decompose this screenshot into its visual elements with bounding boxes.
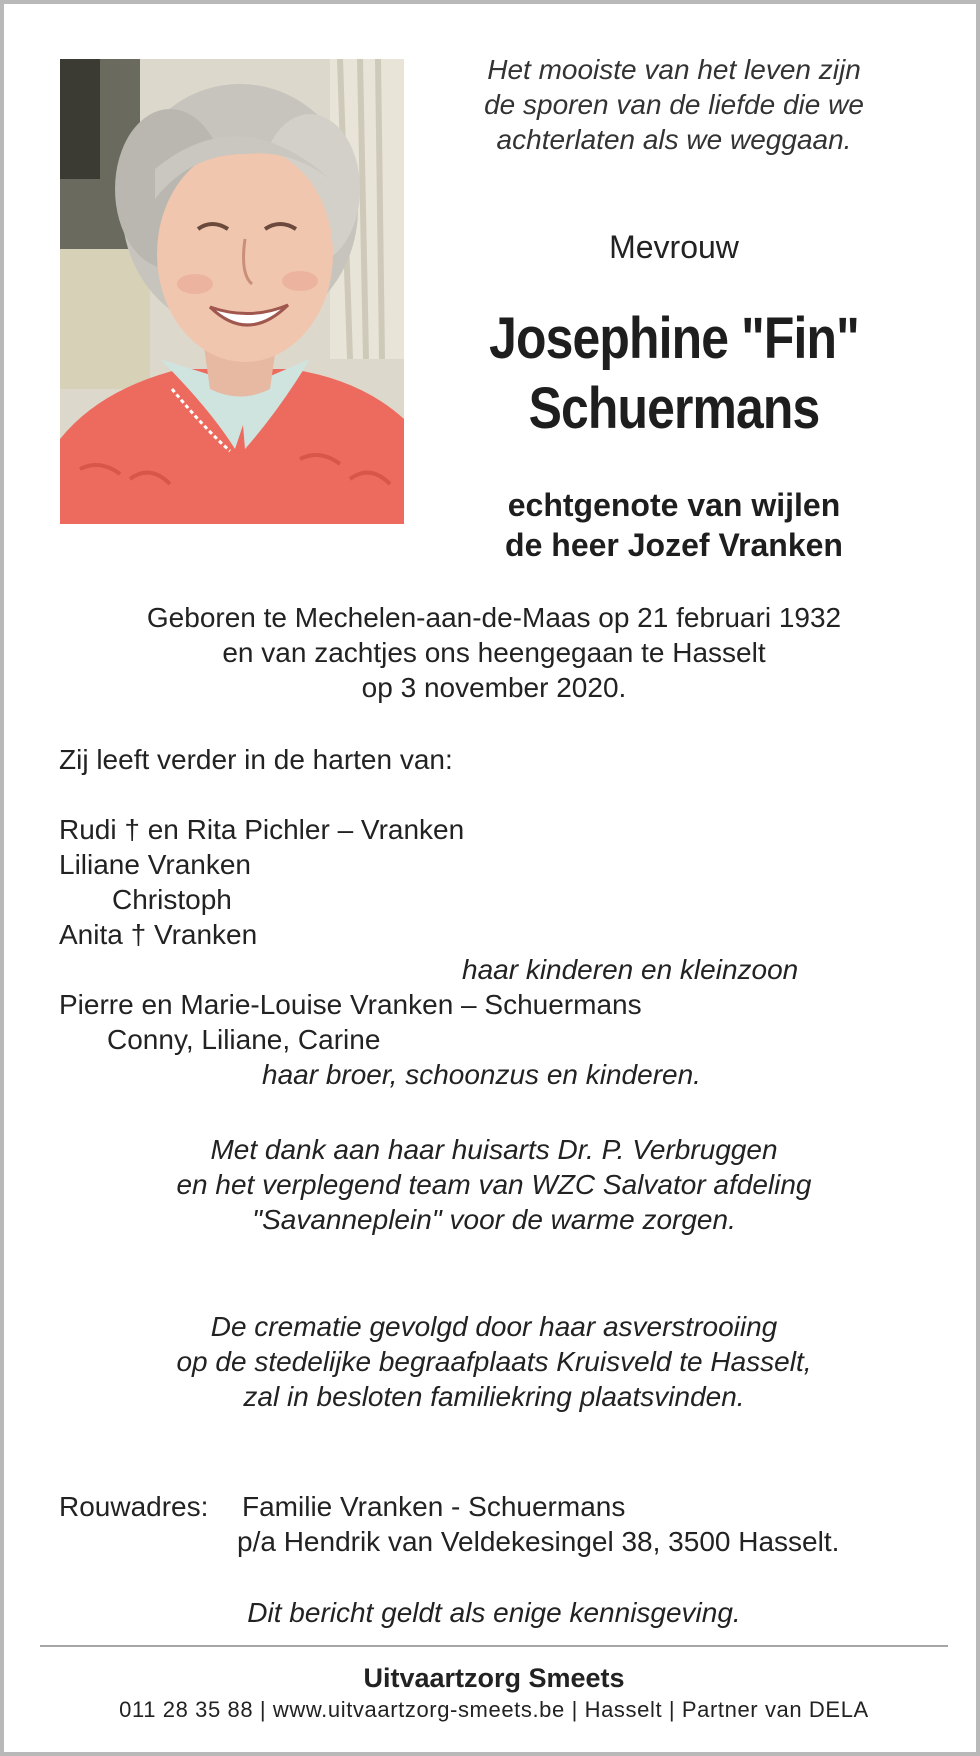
death-line: en van zachtjes ons heengegaan te Hasselt [222, 637, 766, 668]
thanks-line: Met dank aan haar huisarts Dr. P. Verbruggen [210, 1134, 778, 1165]
survivor-grandchild: Christoph [112, 884, 232, 915]
survivor-sibling-children: Conny, Liliane, Carine [107, 1024, 381, 1055]
notice-line: Dit bericht geldt als enige kennisgeving. [247, 1597, 741, 1628]
name-line-1: Josephine "Fin" [489, 306, 859, 371]
footer-divider [40, 1645, 948, 1647]
quote-line: Het mooiste van het leven zijn [487, 54, 861, 85]
address-label: Rouwadres: [59, 1491, 209, 1522]
portrait-illustration [60, 59, 404, 524]
sibling-caption: haar broer, schoonzus en kinderen. [262, 1059, 701, 1090]
portrait-photo [60, 59, 404, 524]
ceremony-line: zal in besloten familiekring plaatsvinden. [243, 1381, 745, 1412]
death-date-line: op 3 november 2020. [361, 672, 627, 703]
survivor-sibling: Pierre en Marie-Louise Vranken – Schuermans [59, 989, 642, 1020]
survivor-child: Liliane Vranken [59, 849, 251, 880]
birth-death-info [44, 600, 944, 705]
ceremony-note [44, 1309, 944, 1414]
deceased-name [459, 304, 889, 444]
spouse-line-1: echtgenote van wijlen [507, 487, 841, 523]
name-line-2: Schuermans [528, 376, 820, 441]
thanks-note [44, 1132, 944, 1237]
children-caption: haar kinderen en kleinzoon [462, 954, 799, 985]
ceremony-line: De crematie gevolgd door haar asverstrooiing [210, 1311, 778, 1342]
funeral-company-name: Uitvaartzorg Smeets [363, 1663, 625, 1693]
thanks-line: en het verplegend team van WZC Salvator afdeling [176, 1169, 812, 1200]
survivor-child: Anita † Vranken [59, 919, 258, 950]
spouse-info [424, 485, 924, 565]
spouse-line-2: de heer Jozef Vranken [505, 527, 843, 563]
survivors-intro: Zij leeft verder in de harten van: [59, 744, 453, 775]
birth-line: Geboren te Mechelen-aan-de-Maas op 21 februari 1932 [146, 602, 842, 633]
honorific: Mevrouw [609, 229, 739, 265]
thanks-line: "Savanneplein" voor de warme zorgen. [252, 1204, 736, 1235]
survivor-child: Rudi † en Rita Pichler – Vranken [59, 814, 465, 845]
quote-line: achterlaten als we weggaan. [496, 124, 852, 155]
memorial-quote [424, 52, 924, 157]
quote-line: de sporen van de liefde die we [484, 89, 864, 120]
ceremony-line: op de stedelijke begraafplaats Kruisveld te Hasselt, [176, 1346, 812, 1377]
address-family: Familie Vranken - Schuermans [242, 1491, 626, 1522]
funeral-company-contact: 011 28 35 88 | www.uitvaartzorg-smeets.be | Hasselt | Partner van DELA [119, 1697, 869, 1722]
address-street: p/a Hendrik van Veldekesingel 38, 3500 Hasselt. [237, 1526, 840, 1557]
